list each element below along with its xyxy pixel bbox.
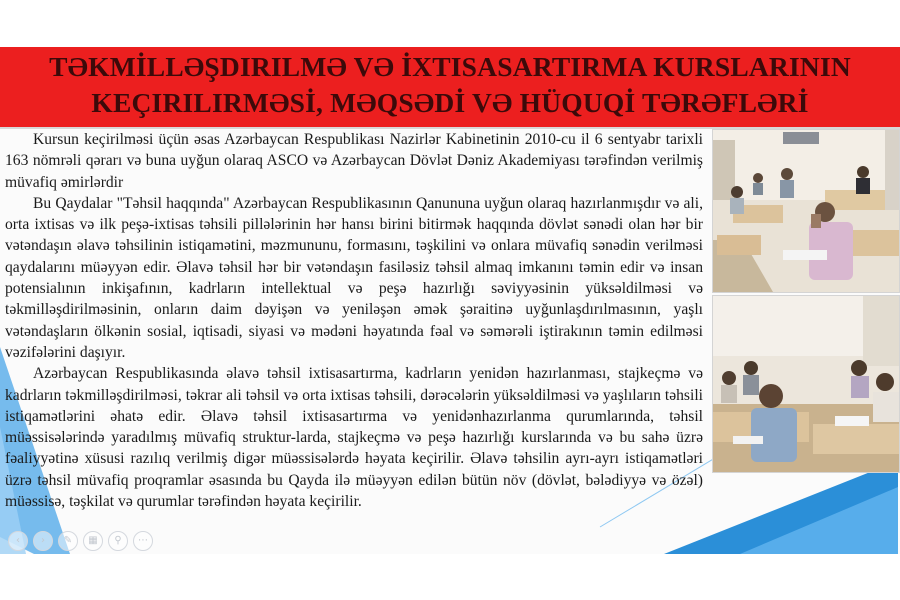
ellipsis-icon: ⋯ (138, 535, 148, 546)
arrow-right-icon: › (41, 535, 45, 546)
zoom-button[interactable] (108, 531, 128, 551)
magnifier-icon: ⚲ (114, 535, 122, 546)
slide-title-line-1: TƏKMİLLƏŞDIRILMƏ VƏ İXTISASARTIRMA KURSLARININ (49, 51, 851, 82)
previous-slide-button[interactable] (8, 531, 28, 551)
more-options-button[interactable] (133, 531, 153, 551)
classroom-photo-bottom (712, 295, 900, 473)
pen-icon: ✎ (63, 535, 73, 546)
classroom-photos (712, 129, 898, 473)
slides-grid-button[interactable] (83, 531, 103, 551)
next-slide-button[interactable] (33, 531, 53, 551)
arrow-left-icon: ‹ (16, 535, 20, 546)
classroom-photo-top (712, 129, 900, 293)
slide-body-text (5, 129, 703, 512)
paragraph-rules-purpose: Bu Qaydalar "Təhsil haqqında" Azərbaycan Respublikasının Qanununa uyğun olaraq hazırlanmışdır və ali, orta ixtisas və ilk peşə-ixtisas təhsili pillələrinin hər hansı birini bitirmək haqqında dövlət sənədi olan hər bir vətəndaşın əlavə təhsilinin istiqamətini, məzmununu, formasını, təşkilini və onlara müvafiq sənədin verilməsi qaydalarını müəyyən edir. Əlavə təhsil hər bir vətəndaşın fasiləsiz təhsil almaq imkanını təmin edir və insan potensialının inkişafının, kadrların intellektual və peşə hazırlığı səviyyəsinin yüksəldilməsi və təkmilləşdirilməsinin, onların daim dəyişən və yeniləşən əmək şəraitinə uyğunlaşdırılmasının, yaşlı vətəndaşların ölkənin sosial, iqtisadi, siyasi və mədəni həyatında fəal və səmərəli iştirakının təmin edilməsi vəzifələrini daşıyır. (5, 194, 703, 361)
slide-title-line-2: KEÇIRILIRMƏSİ, MƏQSƏDİ VƏ HÜQUQİ TƏRƏFLƏRİ (91, 87, 809, 118)
title-bar (0, 47, 900, 129)
presentation-slide (0, 47, 900, 554)
paragraph-legal-basis: Kursun keçirilməsi üçün əsas Azərbaycan Respublikası Nazirlər Kabinetinin 2010-cu il 6 sentyabr tarixli 163 nömrəli qərarı və buna uyğun olaraq ASCO və Azərbaycan Dövlət Dəniz Akademiyası tərəfindən verilmiş müvafiq əmirlərdir (5, 131, 703, 191)
grid-icon: ▦ (88, 535, 98, 546)
pen-tool-button[interactable] (58, 531, 78, 551)
paragraph-additional-education: Azərbaycan Respublikasında əlavə təhsil ixtisasartırma, kadrların yenidən hazırlanması, stajkeçmə və kadrların təkmilləşdirilməsi, təkrar ali təhsil və orta ixtisas təhsili, dərəcələrin yüksəldilməsi və yaşlıların təhsili istiqamətlərini əhatə edir. Əlavə təhsil ixtisasartırma və yenidənhazırlanma qurumlarında, təhsil müəssisələrində yaradılmış müvafiq struktur-larda, stajkeçmə və peşə hazırlığı kurslarında və bu sahə üzrə fəaliyyətinə xüsusi razılıq verilmiş digər müəssisələrdə həyata keçirilir. Əlavə təhsilin ayrı-ayrı istiqamətləri üzrə təhsil müvafiq proqramlar əsasında bu Qayda ilə müəyyən edilən bütün növ (dövlət, bələdiyyə və özəl) müəssisə, təşkilat və qurumlar tərəfindən həyata keçirilir. (5, 365, 703, 511)
